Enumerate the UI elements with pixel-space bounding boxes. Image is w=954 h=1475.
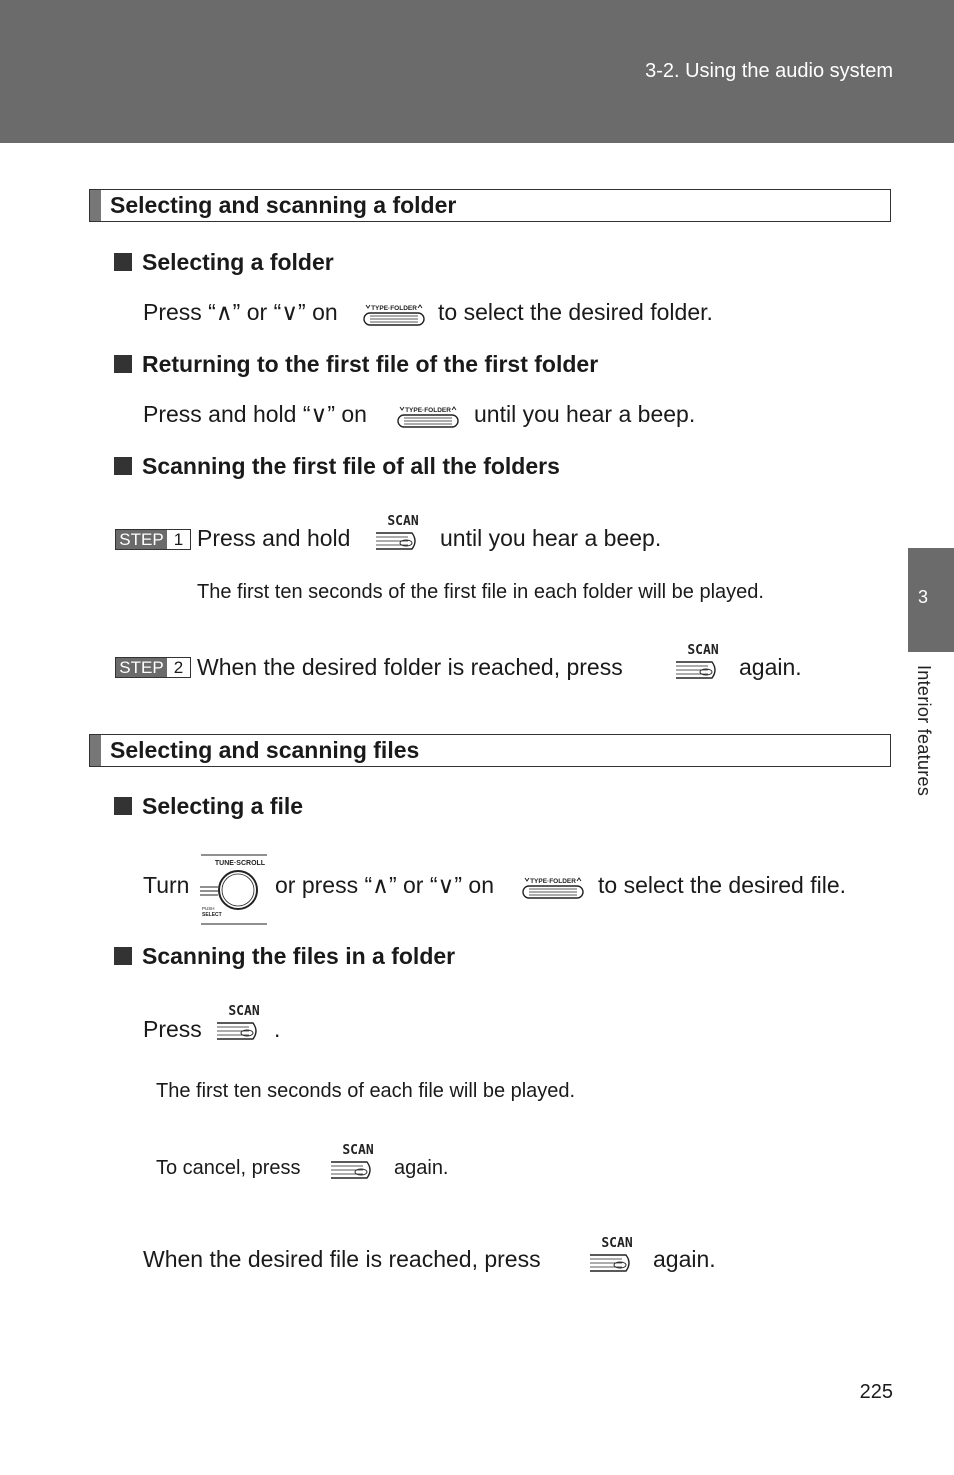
type-folder-button-icon [396,404,460,430]
icon-label: SELECT [202,912,222,918]
icon-label: TYPE·FOLDER [530,878,576,885]
instruction-text: again. [653,1246,716,1272]
instruction-text: When the desired file is reached, press [143,1246,541,1272]
scan-button-icon [372,513,424,555]
icon-label: TYPE·FOLDER [405,407,451,414]
square-bullet-icon [114,797,132,815]
step-number: 1 [173,530,184,549]
step-label: STEP [116,658,167,677]
step-number: 2 [173,658,184,677]
icon-label: SCAN [687,643,719,658]
icon-label: SCAN [387,514,419,529]
subheading-returning-first-file: Returning to the first file of the first folder [114,351,598,378]
section-heading-folder [89,189,891,222]
subheading-scanning-files: Scanning the files in a folder [114,943,455,970]
instruction-text: Press “∧” or “∨” on [143,299,338,325]
note-text: The first ten seconds of the first file in each folder will be played. [197,581,764,603]
section-title: Selecting and scanning a folder [110,192,457,218]
instruction-text: to select the desired file. [598,872,847,898]
subheading-selecting-folder: Selecting a folder [114,249,334,276]
scan-button-icon [672,642,724,684]
icon-label: TUNE·SCROLL [214,860,266,867]
step-badge [115,657,191,678]
instruction-text: again. [739,654,802,680]
scan-button-icon [327,1142,379,1184]
subheading-selecting-file: Selecting a file [114,793,303,820]
tune-scroll-knob-icon [198,853,270,927]
chapter-label [913,665,943,865]
section-title: Selecting and scanning files [110,737,420,763]
type-folder-button-icon [362,302,426,328]
instruction-text: Press and hold [197,525,351,551]
chapter-tab [908,548,954,652]
note-text: again. [394,1157,449,1179]
icon-label: SCAN [228,1004,260,1019]
icon-label: SCAN [601,1236,633,1251]
type-folder-button-icon [521,875,585,901]
step-badge [115,529,191,550]
instruction-text: Press and hold “∨” on [143,401,367,427]
step-label: STEP [116,530,167,549]
square-bullet-icon [114,253,132,271]
page-header [0,0,954,143]
instruction-text: When the desired folder is reached, press [197,654,623,680]
square-bullet-icon [114,355,132,373]
icon-label: TYPE·FOLDER [371,305,417,312]
square-bullet-icon [114,457,132,475]
note-text: To cancel, press [156,1157,301,1179]
instruction-text: until you hear a beep. [474,401,696,427]
icon-label: PUSH [202,906,215,911]
scan-button-icon [586,1235,638,1277]
instruction-text: or press “∧” or “∨” on [275,872,494,898]
note-text: The first ten seconds of each file will be played. [156,1080,576,1102]
subheading-scanning-all-folders: Scanning the first file of all the folders [114,453,560,480]
chapter-label-text: Interior features [914,665,934,797]
section-heading-files [89,734,891,767]
icon-label: SCAN [342,1143,374,1158]
instruction-text: Press [143,1016,202,1042]
instruction-text: . [274,1016,281,1042]
instruction-text: to select the desired folder. [438,299,713,325]
breadcrumb: 3-2. Using the audio system [645,60,893,82]
page-number: 225 [859,1381,893,1403]
square-bullet-icon [114,947,132,965]
instruction-text: Turn [143,872,190,898]
chapter-number: 3 [917,587,928,607]
scan-button-icon [213,1003,265,1045]
instruction-text: until you hear a beep. [440,525,662,551]
